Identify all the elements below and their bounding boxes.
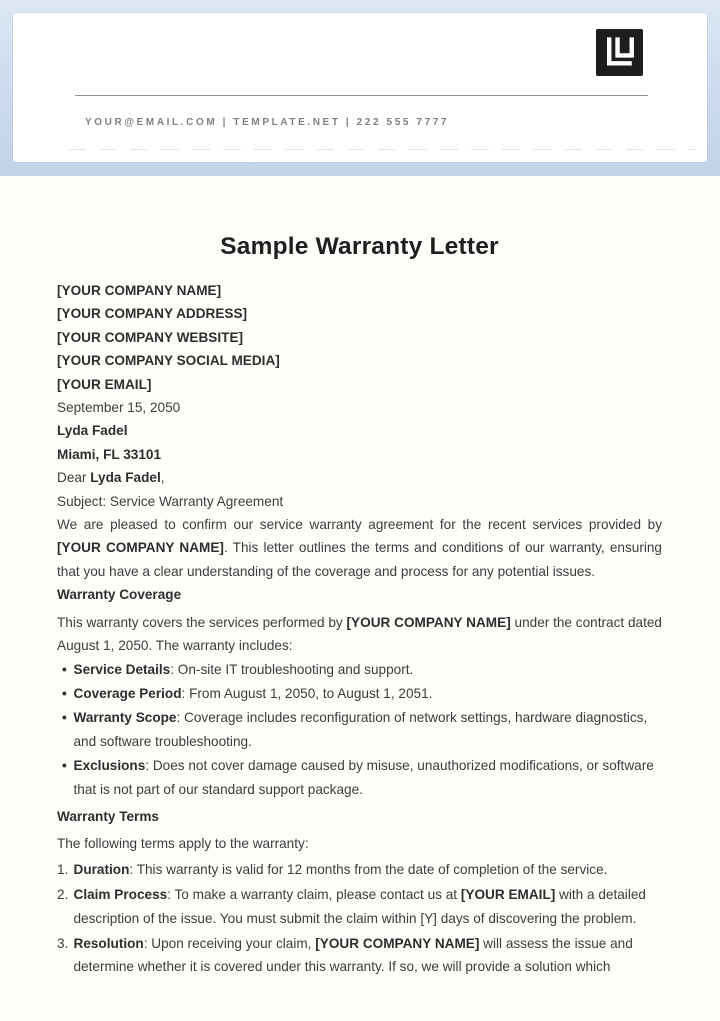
bullet-item-service-details: • Service Details: On-site IT troubleshooting and support. bbox=[57, 658, 662, 681]
term-item-duration: Duration: This warranty is valid for 12 months from the date of completion of the service. bbox=[73, 861, 608, 877]
terms-intro: The following terms apply to the warranty: bbox=[57, 836, 309, 852]
date-line: September 15, 2050 bbox=[57, 400, 181, 416]
coverage-bullet-list bbox=[57, 658, 662, 801]
coverage-heading: Warranty Coverage bbox=[57, 587, 182, 603]
sender-email: [YOUR EMAIL] bbox=[57, 376, 152, 392]
terms-heading: Warranty Terms bbox=[57, 808, 159, 824]
subject-line: Subject: Service Warranty Agreement bbox=[57, 493, 284, 509]
recipient-address: Miami, FL 33101 bbox=[57, 446, 162, 462]
letterhead-band bbox=[0, 0, 720, 176]
terms-list bbox=[57, 858, 662, 979]
term-item-resolution: Resolution: Upon receiving your claim, [YOUR COMPANY NAME] will assess the issue and determine whether it is covered under this warranty. If so, we will provide a solution which bbox=[73, 935, 633, 975]
letter-body bbox=[0, 233, 720, 1021]
intro-paragraph: We are pleased to confirm our service warranty agreement for the recent services provided by [YOUR COMPANY NAME]. This letter outlines the terms and conditions of our warranty, ensuring that you have a clear understanding of the coverage and process for any potential issues. bbox=[57, 517, 662, 579]
sender-company-name: [YOUR COMPANY NAME] bbox=[57, 283, 222, 298]
letterhead-card bbox=[13, 13, 707, 162]
coverage-paragraph: This warranty covers the services performed by [YOUR COMPANY NAME] under the contract dated August 1, 2050. The warranty includes: bbox=[57, 614, 662, 654]
bullet-item-warranty-scope: • Warranty Scope: Coverage includes reconfiguration of network settings, hardware diagnostics, and software troubleshooting. bbox=[57, 706, 662, 753]
sender-company-website: [YOUR COMPANY WEBSITE] bbox=[57, 329, 244, 345]
bullet-item-exclusions: • Exclusions: Does not cover damage caused by misuse, unauthorized modifications, or software that is not part of our standard support package. bbox=[57, 754, 662, 801]
header-divider bbox=[75, 95, 648, 96]
recipient-name: Lyda Fadel bbox=[57, 423, 128, 439]
bullet-item-coverage-period: • Coverage Period: From August 1, 2050, to August 1, 2051. bbox=[57, 682, 662, 705]
salutation: Dear Lyda Fadel, bbox=[57, 470, 165, 486]
sender-company-address: [YOUR COMPANY ADDRESS] bbox=[57, 306, 248, 322]
perforation-line bbox=[68, 149, 695, 150]
sender-company-social: [YOUR COMPANY SOCIAL MEDIA] bbox=[57, 353, 280, 369]
contact-line: YOUR@EMAIL.COM | TEMPLATE.NET | 222 555 7777 bbox=[85, 117, 450, 128]
term-item-claim-process: Claim Process: To make a warranty claim, please contact us at [YOUR EMAIL] with a detailed description of the issue. You must submit the claim within [Y] days of discovering the problem. bbox=[73, 887, 646, 926]
company-logo-icon bbox=[596, 29, 643, 76]
page-title: Sample Warranty Letter bbox=[220, 233, 499, 260]
